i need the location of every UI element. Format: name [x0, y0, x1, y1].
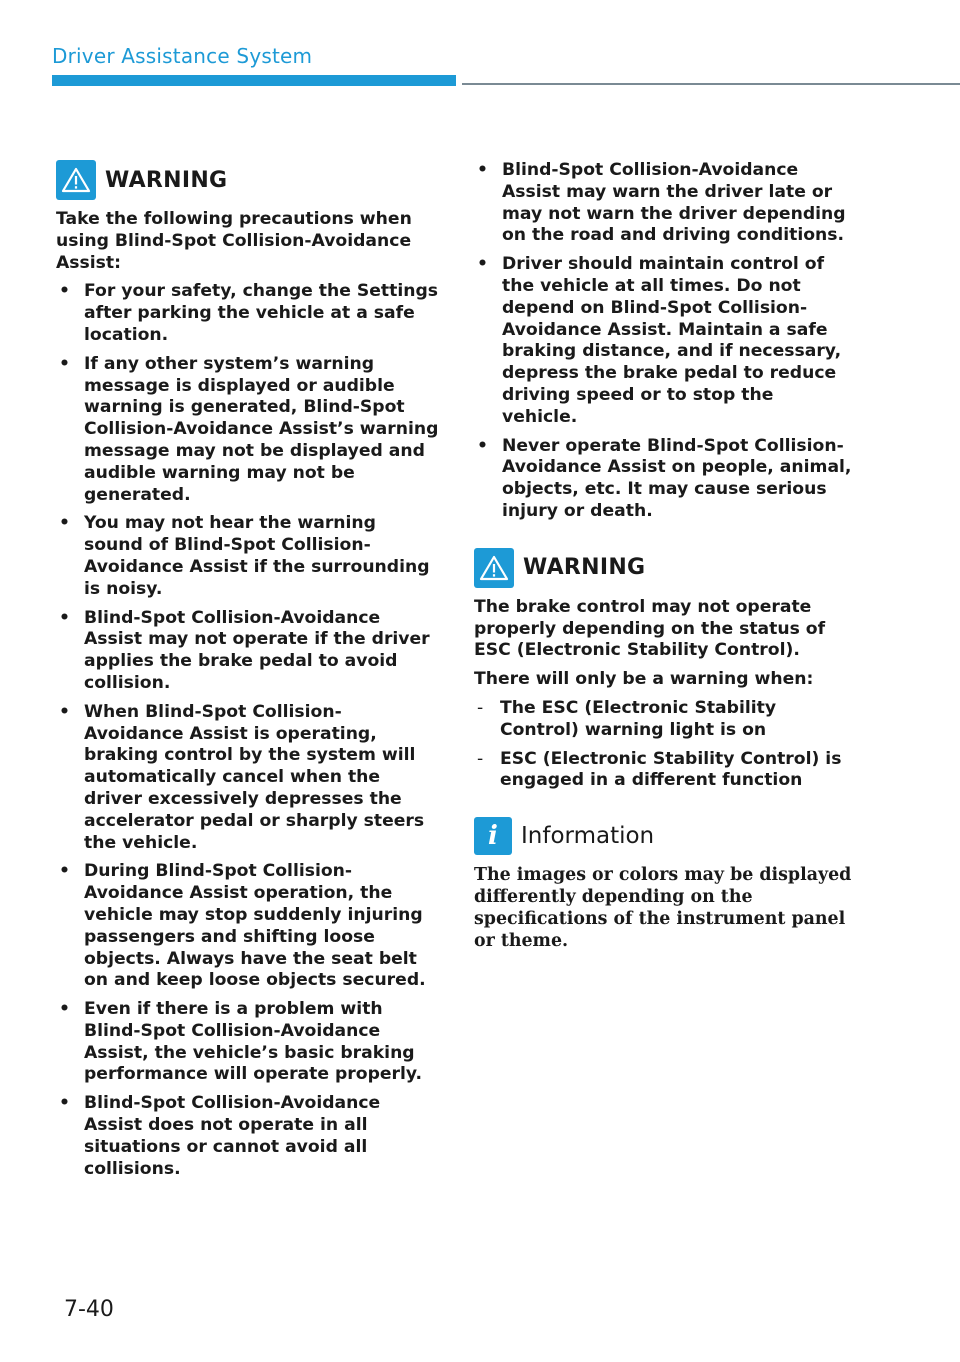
- warning-text: The brake control may not operate properly depending on the status of ESC (Electronic Stability Control).: [474, 596, 826, 661]
- warning-heading-2: [474, 548, 852, 588]
- list-item: • Blind-Spot Collision-Avoidance Assist may not operate if the driver applies the brake pedal to avoid collision.: [59, 607, 430, 693]
- warning-heading: [56, 160, 440, 200]
- list-item: • When Blind-Spot Collision-Avoidance Assist is operating, braking control by the system will automatically cancel when the driver excessively depresses the accelerator pedal or sharply steers the vehicle.: [59, 701, 425, 853]
- warning-bullet-list: [56, 281, 440, 1180]
- list-item: • Never operate Blind-Spot Collision-Avoidance Assist on people, animal, objects, etc. It may cause serious injury or death.: [477, 435, 852, 521]
- list-item: • For your safety, change the Settings after parking the vehicle at a safe location.: [59, 281, 439, 345]
- warning-title: WARNING: [523, 555, 646, 581]
- right-column: [474, 160, 852, 952]
- page-number: 7-40: [64, 1297, 114, 1322]
- list-item: • Blind-Spot Collision-Avoidance Assist does not operate in all situations or cannot avoid all collisions.: [59, 1093, 381, 1179]
- list-item: • Driver should maintain control of the vehicle at all times. Do not depend on Blind-Spot Collision-Avoidance Assist. Maintain a safe braking distance, and if necessary, depress the brake pedal to reduce driving speed or to stop the vehicle.: [477, 254, 842, 427]
- information-heading: [474, 817, 852, 855]
- left-column: [56, 160, 440, 1187]
- warning-intro: Take the following precautions when using Blind-Spot Collision-Avoidance Assist:: [56, 209, 412, 273]
- list-item: • Blind-Spot Collision-Avoidance Assist may warn the driver late or may not warn the driver depending on the road and driving conditions.: [477, 160, 846, 246]
- list-item: • During Blind-Spot Collision-Avoidance Assist operation, the vehicle may stop suddenly injuring passengers and shifting loose objects. Always have the seat belt on and keep loose objects secured.: [59, 861, 426, 991]
- information-text: The images or colors may be displayed differently depending on the specifications of the instrument panel or theme.: [474, 865, 852, 952]
- warning-triangle-icon: [474, 548, 514, 588]
- list-item: - ESC (Electronic Stability Control) is engaged in a different function: [477, 748, 842, 791]
- list-item: • If any other system’s warning message is displayed or audible warning is generated, Blind-Spot Collision-Avoidance Assist’s warning message may not be displayed and audible warning may not be generated.: [59, 353, 439, 505]
- information-title: Information: [521, 823, 655, 850]
- header-rule: [462, 83, 960, 85]
- warning-dash-list: [474, 698, 852, 792]
- list-item: • You may not hear the warning sound of Blind-Spot Collision-Avoidance Assist if the surrounding is noisy.: [59, 513, 430, 599]
- list-item: • Even if there is a problem with Blind-Spot Collision-Avoidance Assist, the vehicle’s basic braking performance will operate properly.: [59, 999, 423, 1085]
- warning-text: There will only be a warning when:: [474, 669, 814, 690]
- warning-triangle-icon: [56, 160, 96, 200]
- info-icon: i: [474, 817, 512, 855]
- section-title: Driver Assistance System: [52, 44, 313, 68]
- list-item: - The ESC (Electronic Stability Control) warning light is on: [477, 697, 777, 740]
- warning-bullet-list-continued: [474, 160, 852, 523]
- header-accent-bar: [52, 75, 456, 86]
- warning-title: WARNING: [105, 167, 228, 193]
